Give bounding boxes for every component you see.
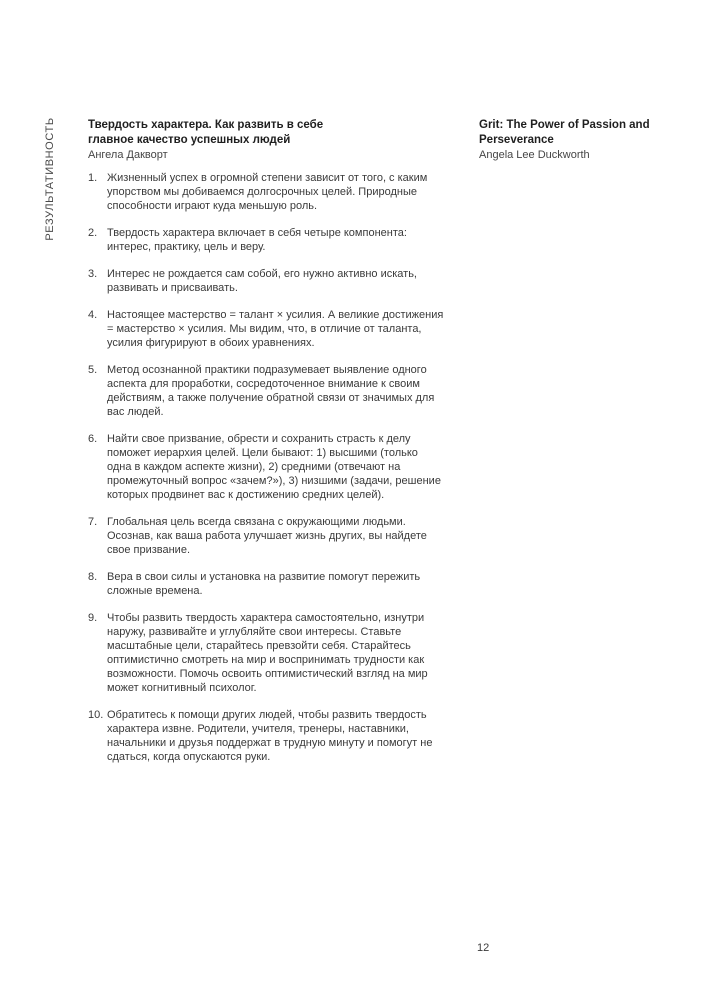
takeaway-item: [88, 570, 445, 598]
page-number: 12: [477, 942, 490, 954]
takeaway-text: Настоящее мастерство = талант × усилия. А великие достижения = мастерство × усилия. Мы видим, что, в отличие от таланта, усилия фигурируют в обоих уравнениях.: [107, 309, 444, 349]
takeaway-item: [88, 226, 445, 254]
book-title-en: [479, 118, 674, 148]
original-title-column: [479, 118, 674, 163]
takeaway-item: [88, 432, 445, 502]
takeaway-text: Чтобы развить твердость характера самостоятельно, изнутри наружу, развивайте и углубляйте свои интересы. Ставьте масштабные цели, старайтесь превзойти себя. Старайтесь оптимистично смотреть на мир и воспринимать трудности как возможности. Помочь освоить оптимистический взгляд на мир может когнитивный психолог.: [107, 612, 428, 694]
takeaway-item: [88, 308, 445, 350]
takeaway-text: Твердость характера включает в себя четыре компонента: интерес, практику, цель и веру.: [107, 227, 407, 253]
takeaway-number: 6.: [88, 433, 98, 445]
takeaway-number: 1.: [88, 172, 98, 184]
takeaway-item: [88, 363, 445, 419]
book-author-ru: Ангела Дакворт: [88, 149, 168, 161]
takeaway-number: 5.: [88, 364, 98, 376]
takeaway-text: Найти свое призвание, обрести и сохранить страсть к делу поможет иерархия целей. Цели бывают: 1) высшими (только одна в каждом аспекте жизни), 2) средними (отвечают на промежуточный вопрос «зачем?»), 3) низшими (задачи, решение которых продвинет вас к достижению средних целей).: [107, 433, 441, 501]
book-title-ru-line-1: Твердость характера. Как развить в себе: [88, 119, 324, 131]
book-title-en-line-2: Perseverance: [479, 134, 554, 146]
takeaway-item: [88, 708, 445, 764]
book-title-en-line-1: Grit: The Power of Passion and: [479, 119, 650, 131]
takeaway-text: Глобальная цель всегда связана с окружающими людьми. Осознав, как ваша работа улучшает жизнь других, вы найдете свое призвание.: [107, 516, 427, 556]
section-label-vertical: РЕЗУЛЬТАТИВНОСТЬ: [44, 117, 56, 241]
takeaway-text: Жизненный успех в огромной степени зависит от того, с каким упорством мы добиваемся долгосрочных целей. Природные способности играют куда меньшую роль.: [107, 172, 428, 212]
takeaway-item: [88, 171, 445, 213]
takeaway-item: [88, 515, 445, 557]
book-author-en: Angela Lee Duckworth: [479, 149, 590, 161]
takeaway-item: [88, 267, 445, 295]
summary-column: [88, 118, 445, 777]
takeaway-number: 4.: [88, 309, 98, 321]
takeaway-item: [88, 611, 445, 695]
takeaway-number: 8.: [88, 571, 98, 583]
book-title-ru-line-2: главное качество успешных людей: [88, 134, 291, 146]
takeaway-text: Интерес не рождается сам собой, его нужно активно искать, развивать и присваивать.: [107, 268, 417, 294]
takeaway-text: Обратитесь к помощи других людей, чтобы развить твердость характера извне. Родители, учителя, тренеры, наставники, начальники и друзья поддержат в трудную минуту и помогут не сдаться, когда опускаются руки.: [107, 709, 433, 763]
book-title-ru: [88, 118, 445, 148]
takeaway-text: Метод осознанной практики подразумевает выявление одного аспекта для проработки, сосредоточенное внимание к своим действиям, а также получение обратной связи от значимых для вас людей.: [107, 364, 435, 418]
takeaway-number: 2.: [88, 227, 98, 239]
takeaway-number: 9.: [88, 612, 98, 624]
takeaway-number: 10.: [88, 709, 104, 721]
takeaway-number: 3.: [88, 268, 98, 280]
takeaway-number: 7.: [88, 516, 98, 528]
takeaways-list: [88, 171, 445, 764]
takeaway-text: Вера в свои силы и установка на развитие помогут пережить сложные времена.: [107, 571, 421, 597]
